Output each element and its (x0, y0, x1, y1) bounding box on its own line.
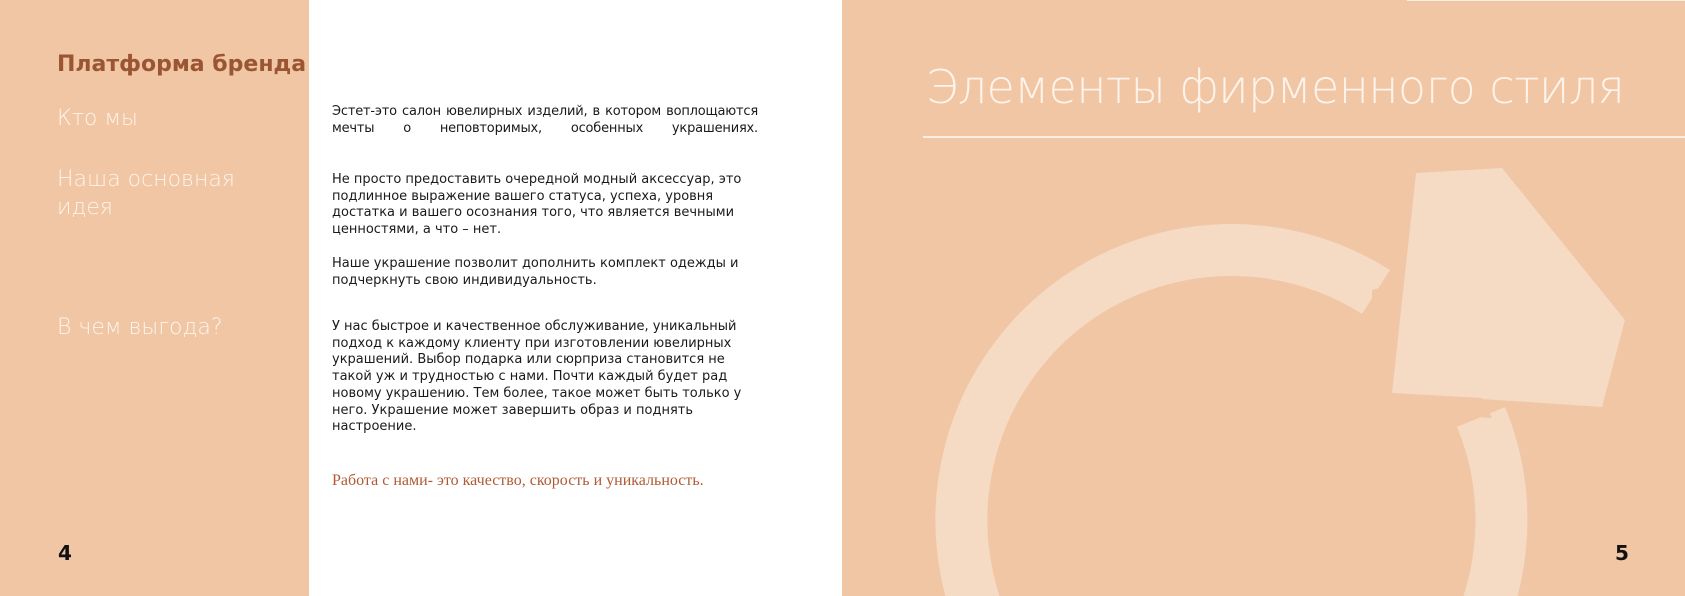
page-number-left: 4 (58, 541, 72, 565)
nav-item-main-idea: Наша основная идея (57, 167, 235, 220)
left-sidebar (0, 0, 309, 596)
nav-item-who-we-are: Кто мы (57, 106, 138, 131)
page-number-right: 5 (1615, 541, 1629, 565)
brand-platform-heading: Платформа бренда (57, 52, 307, 77)
ring-icon (842, 0, 1685, 596)
idea-paragraph-2: Наше украшение позволит дополнить комплект одежды и подчеркнуть свою индивидуальность. (332, 256, 739, 288)
brand-style-title: Элементы фирменного стиля (926, 60, 1625, 114)
nav-item-benefit: В чем выгода? (57, 315, 223, 340)
intro-paragraph: Эстет-это салон ювелирных изделий, в котором воплощаются мечты о неповторимых, особенных украшениях. (332, 104, 758, 136)
right-page (842, 0, 1685, 596)
benefit-paragraph: У нас быстрое и качественное обслуживание, уникальный подход к каждому клиенту при изготовлении ювелирных украшений. Выбор подарка или сюрприза становится не такой уж и трудностью с нами. Почти каждый будет рад новому украшению. Тем более, такое может быть только у него. Украшение может завершить образ и поднять настроение. (332, 319, 742, 435)
tagline: Работа с нами- это качество, скорость и уникальность. (332, 472, 704, 489)
idea-paragraph-1: Не просто предоставить очередной модный аксессуар, это подлинное выражение вашего статуса, успеха, уровня достатка и вашего осознания того, что является вечными ценностями, а что – нет. (332, 172, 742, 238)
ring-stone (1392, 168, 1625, 407)
